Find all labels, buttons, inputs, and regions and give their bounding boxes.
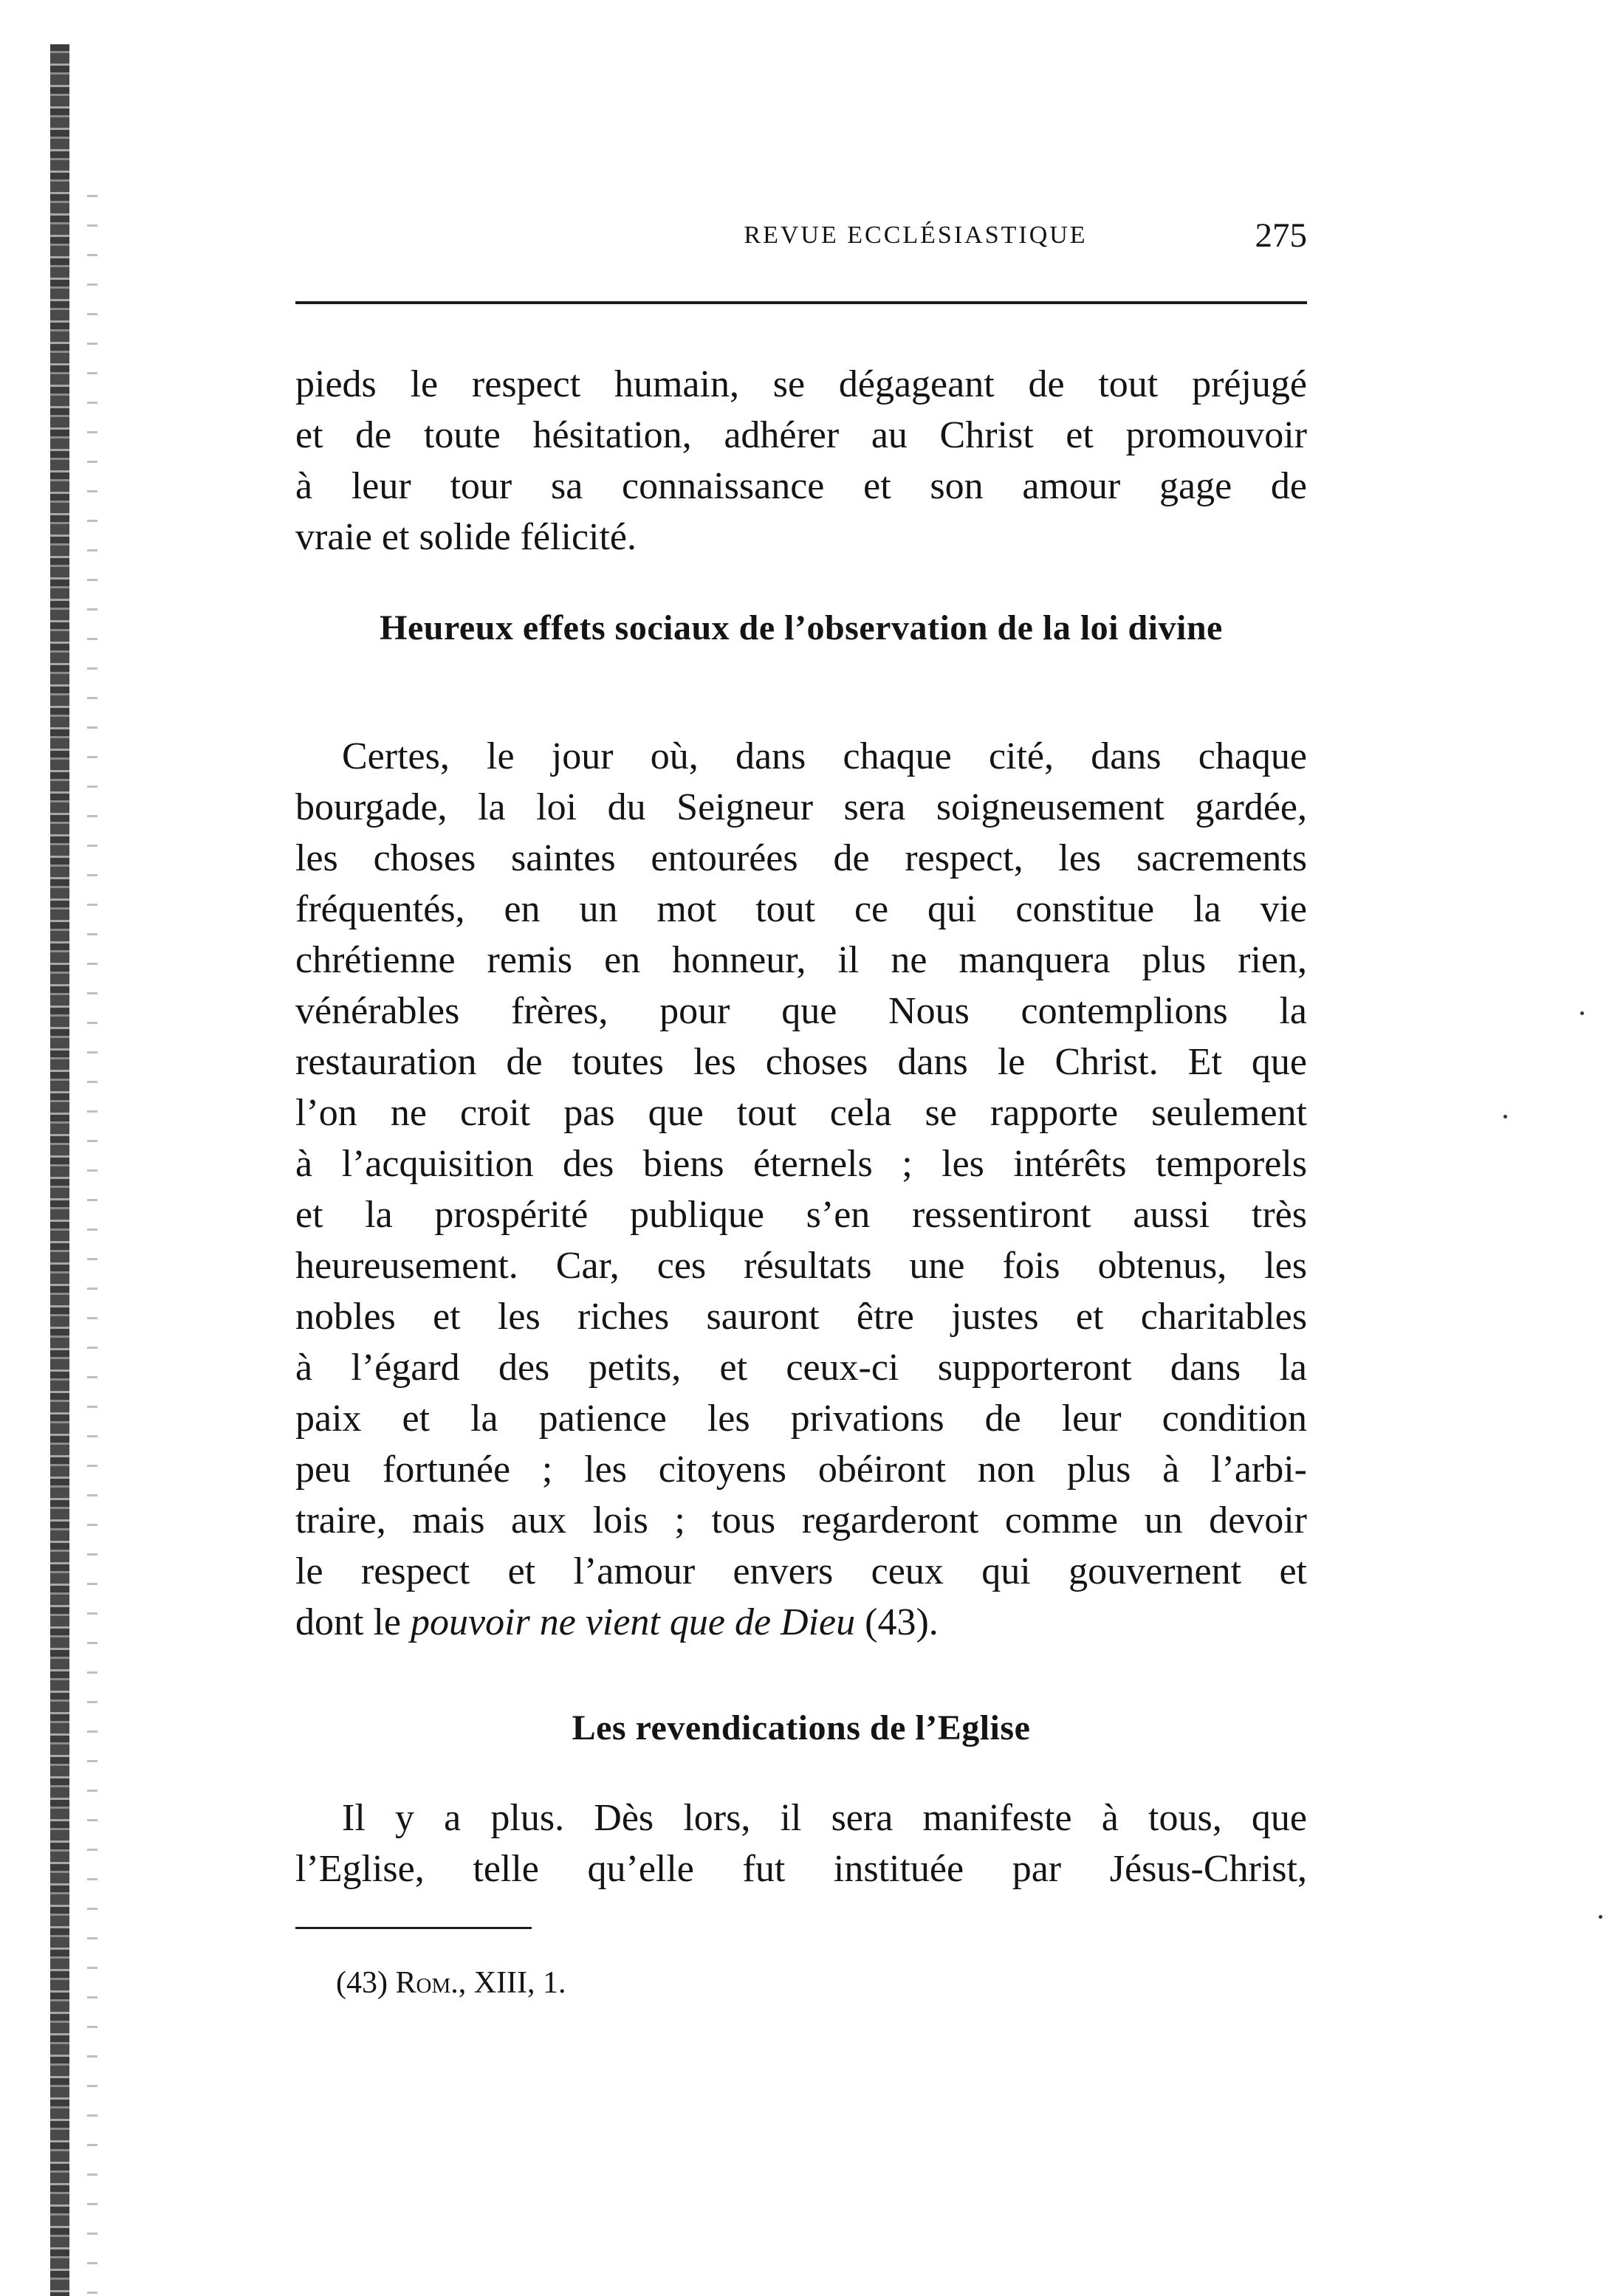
footnote-reference: Rom. — [395, 1966, 459, 2000]
binding-edge-texture — [87, 185, 97, 2296]
text-line: Il y a plus. Dès lors, il sera manifeste à tous, que — [342, 1797, 1307, 1839]
paper-speck — [1580, 1011, 1584, 1015]
header-rule — [295, 301, 1307, 304]
text-line: l’on ne croit pas que tout cela se rapporte seulement — [295, 1092, 1307, 1134]
section-heading: Heureux effets sociaux de l’observation de la loi divine — [380, 608, 1223, 647]
footnote-marker: (43) — [336, 1966, 388, 2000]
text-line: dont le pouvoir ne vient que de Dieu (43). — [295, 1601, 939, 1643]
text-line: et la prospérité publique s’en ressentiront aussi très — [295, 1194, 1307, 1236]
paper-speck — [1503, 1115, 1507, 1118]
text-line: les choses saintes entourées de respect, les sacrements — [295, 837, 1307, 879]
text-line: vraie et solide félicité. — [295, 516, 637, 558]
text-line: vénérables frères, pour que Nous contemplions la — [295, 990, 1307, 1032]
text-line: à l’égard des petits, et ceux-ci supporteront dans la — [295, 1347, 1307, 1389]
text-line: nobles et les riches sauront être justes et charitables — [295, 1296, 1307, 1338]
text-line: à leur tour sa connaissance et son amour gage de — [295, 465, 1307, 507]
text-line: le respect et l’amour envers ceux qui gouvernent et — [295, 1550, 1307, 1592]
text-line: pieds le respect humain, se dégageant de tout préjugé — [295, 363, 1307, 405]
footnote — [336, 1965, 566, 2001]
binding-gutter — [50, 44, 69, 2296]
scripture-quote: pouvoir ne vient que de Dieu — [410, 1601, 856, 1643]
footnote-rule — [295, 1927, 532, 1929]
text-line: bourgade, la loi du Seigneur sera soigneusement gardée, — [295, 786, 1307, 828]
text-line: paix et la patience les privations de leur condition — [295, 1398, 1307, 1440]
footnote-text: , XIII, 1. — [458, 1966, 566, 2000]
text-line: l’Eglise, telle qu’elle fut instituée par Jésus-Christ, — [295, 1848, 1307, 1890]
text-line: et de toute hésitation, adhérer au Christ et promouvoir — [295, 414, 1307, 456]
text-line: à l’acquisition des biens éternels ; les intérêts temporels — [295, 1143, 1307, 1185]
text-line: traire, mais aux lois ; tous regarderont comme un devoir — [295, 1499, 1307, 1541]
paper-speck — [1599, 1915, 1602, 1919]
text-line: peu fortunée ; les citoyens obéiront non plus à l’arbi- — [295, 1448, 1307, 1491]
page-number: 275 — [1255, 216, 1307, 255]
text-line: fréquentés, en un mot tout ce qui constitue la vie — [295, 888, 1307, 930]
running-title: REVUE ECCLÉSIASTIQUE — [744, 221, 1088, 249]
text-line: heureusement. Car, ces résultats une fois obtenus, les — [295, 1245, 1307, 1287]
text-line: chrétienne remis en honneur, il ne manquera plus rien, — [295, 939, 1307, 981]
text-line: Certes, le jour où, dans chaque cité, dans chaque — [342, 735, 1307, 777]
text-line: restauration de toutes les choses dans le Christ. Et que — [295, 1041, 1307, 1083]
section-heading: Les revendications de l’Eglise — [572, 1708, 1031, 1747]
